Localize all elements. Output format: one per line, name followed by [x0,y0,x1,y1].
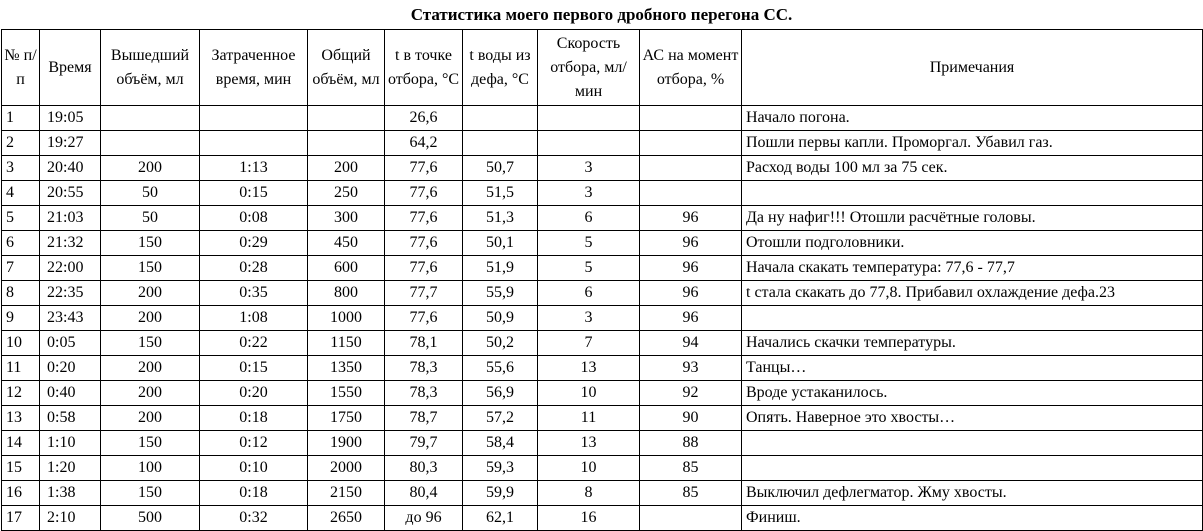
cell-take-off-speed: 10 [538,381,640,406]
header-notes: Примечания [742,30,1203,106]
cell-elapsed-time: 0:20 [200,381,308,406]
cell-take-off-speed: 3 [538,306,640,331]
cell-abv: 96 [640,306,742,331]
cell-time: 2:10 [40,506,101,531]
cell-elapsed-time: 0:22 [200,331,308,356]
table-row [2,106,1203,131]
cell-no: 17 [2,506,40,531]
cell-note: Выключил дефлегматор. Жму хвосты. [742,481,1203,506]
cell-total-volume: 2150 [308,481,385,506]
cell-abv: 90 [640,406,742,431]
cell-no: 3 [2,156,40,181]
cell-total-volume: 800 [308,281,385,306]
table-row [2,456,1203,481]
cell-take-off-speed: 16 [538,506,640,531]
table-row [2,331,1203,356]
cell-time: 20:40 [40,156,101,181]
cell-no: 9 [2,306,40,331]
cell-temp-take-off: 77,6 [385,206,463,231]
cell-no: 1 [2,106,40,131]
cell-take-off-speed: 10 [538,456,640,481]
header-take-off-speed: Скорость отбора, мл/мин [538,30,640,106]
cell-no: 12 [2,381,40,406]
cell-output-volume: 150 [101,256,200,281]
cell-total-volume: 1150 [308,331,385,356]
cell-abv [640,181,742,206]
cell-abv: 94 [640,331,742,356]
cell-temp-take-off: 77,6 [385,181,463,206]
cell-elapsed-time: 1:08 [200,306,308,331]
cell-abv: 92 [640,381,742,406]
cell-note: Начало погона. [742,106,1203,131]
cell-temp-take-off: до 96 [385,506,463,531]
cell-abv: 96 [640,281,742,306]
cell-total-volume: 1550 [308,381,385,406]
cell-output-volume: 150 [101,481,200,506]
cell-note: Начались скачки температуры. [742,331,1203,356]
table-row [2,306,1203,331]
cell-output-volume: 150 [101,231,200,256]
header-output-volume: Вышедший объём, мл [101,30,200,106]
cell-time: 1:20 [40,456,101,481]
cell-time: 20:55 [40,181,101,206]
cell-output-volume: 500 [101,506,200,531]
cell-time: 0:20 [40,356,101,381]
cell-temp-water: 55,6 [463,356,538,381]
cell-temp-take-off: 77,7 [385,281,463,306]
cell-elapsed-time: 0:18 [200,406,308,431]
table-row [2,406,1203,431]
cell-no: 16 [2,481,40,506]
cell-output-volume: 200 [101,381,200,406]
cell-abv [640,156,742,181]
cell-total-volume: 1750 [308,406,385,431]
cell-take-off-speed: 11 [538,406,640,431]
cell-abv: 96 [640,256,742,281]
cell-time: 22:35 [40,281,101,306]
cell-temp-take-off: 78,3 [385,356,463,381]
cell-elapsed-time: 0:15 [200,356,308,381]
table-row [2,231,1203,256]
table-row [2,181,1203,206]
cell-note [742,431,1203,456]
cell-total-volume: 450 [308,231,385,256]
cell-note: Да ну нафиг!!! Отошли расчётные головы. [742,206,1203,231]
cell-time: 19:27 [40,131,101,156]
cell-time: 1:10 [40,431,101,456]
cell-elapsed-time: 0:29 [200,231,308,256]
cell-output-volume [101,106,200,131]
cell-abv: 85 [640,456,742,481]
cell-total-volume [308,131,385,156]
cell-temp-take-off: 77,6 [385,256,463,281]
header-total-volume: Общий объём, мл [308,30,385,106]
cell-total-volume: 200 [308,156,385,181]
cell-time: 0:58 [40,406,101,431]
cell-note [742,181,1203,206]
cell-note: Расход воды 100 мл за 75 сек. [742,156,1203,181]
cell-note: Танцы… [742,356,1203,381]
cell-no: 6 [2,231,40,256]
cell-abv: 93 [640,356,742,381]
cell-temp-water [463,106,538,131]
cell-time: 0:40 [40,381,101,406]
table-row [2,206,1203,231]
cell-no: 7 [2,256,40,281]
cell-take-off-speed: 3 [538,181,640,206]
cell-temp-water: 59,3 [463,456,538,481]
cell-no: 2 [2,131,40,156]
cell-time: 21:03 [40,206,101,231]
cell-temp-water: 62,1 [463,506,538,531]
cell-temp-take-off: 78,1 [385,331,463,356]
cell-total-volume: 1900 [308,431,385,456]
cell-temp-water: 50,1 [463,231,538,256]
cell-abv [640,131,742,156]
cell-note: Опять. Наверное это хвосты… [742,406,1203,431]
cell-elapsed-time: 0:18 [200,481,308,506]
cell-take-off-speed: 13 [538,356,640,381]
cell-abv: 88 [640,431,742,456]
cell-temp-water: 51,9 [463,256,538,281]
cell-total-volume: 1350 [308,356,385,381]
cell-temp-water: 58,4 [463,431,538,456]
cell-elapsed-time: 0:15 [200,181,308,206]
table-row [2,481,1203,506]
cell-note [742,306,1203,331]
cell-total-volume: 1000 [308,306,385,331]
cell-temp-water: 51,3 [463,206,538,231]
cell-no: 11 [2,356,40,381]
cell-note [742,456,1203,481]
cell-time: 19:05 [40,106,101,131]
cell-temp-water: 50,2 [463,331,538,356]
cell-no: 13 [2,406,40,431]
cell-temp-take-off: 80,3 [385,456,463,481]
cell-output-volume: 50 [101,206,200,231]
cell-temp-take-off: 26,6 [385,106,463,131]
cell-output-volume [101,131,200,156]
cell-elapsed-time: 0:08 [200,206,308,231]
cell-abv: 85 [640,481,742,506]
cell-temp-water: 50,7 [463,156,538,181]
cell-output-volume: 200 [101,281,200,306]
header-time: Время [40,30,101,106]
cell-temp-take-off: 78,3 [385,381,463,406]
cell-output-volume: 200 [101,406,200,431]
cell-output-volume: 150 [101,331,200,356]
header-elapsed-time: Затраченное время, мин [200,30,308,106]
cell-temp-water: 55,9 [463,281,538,306]
cell-temp-take-off: 79,7 [385,431,463,456]
table-row [2,156,1203,181]
table-title: Статистика моего первого дробного перегона СС. [410,5,793,24]
cell-note: Финиш. [742,506,1203,531]
cell-temp-take-off: 77,6 [385,306,463,331]
cell-elapsed-time: 0:28 [200,256,308,281]
cell-take-off-speed [538,131,640,156]
cell-output-volume: 200 [101,156,200,181]
cell-elapsed-time: 0:10 [200,456,308,481]
cell-temp-water: 51,5 [463,181,538,206]
cell-take-off-speed: 7 [538,331,640,356]
cell-total-volume: 2650 [308,506,385,531]
cell-elapsed-time [200,106,308,131]
cell-total-volume [308,106,385,131]
table-row [2,431,1203,456]
cell-temp-take-off: 78,7 [385,406,463,431]
cell-no: 8 [2,281,40,306]
header-no: № п/п [2,30,40,106]
cell-output-volume: 100 [101,456,200,481]
header-temp-water: t воды из дефа, °С [463,30,538,106]
cell-abv: 96 [640,206,742,231]
cell-take-off-speed: 13 [538,431,640,456]
cell-no: 14 [2,431,40,456]
cell-abv [640,106,742,131]
cell-temp-water: 50,9 [463,306,538,331]
cell-output-volume: 200 [101,356,200,381]
table-row [2,381,1203,406]
table-row [2,281,1203,306]
cell-abv [640,506,742,531]
cell-elapsed-time: 0:32 [200,506,308,531]
cell-take-off-speed: 8 [538,481,640,506]
cell-take-off-speed: 3 [538,156,640,181]
distillation-table [1,29,1203,531]
cell-note: Пошли первы капли. Проморгал. Убавил газ. [742,131,1203,156]
cell-temp-take-off: 80,4 [385,481,463,506]
cell-total-volume: 2000 [308,456,385,481]
cell-time: 21:32 [40,231,101,256]
cell-temp-water: 56,9 [463,381,538,406]
cell-time: 1:38 [40,481,101,506]
cell-no: 10 [2,331,40,356]
cell-output-volume: 150 [101,431,200,456]
table-row [2,356,1203,381]
cell-note: Начала скакать температура: 77,6 - 77,7 [742,256,1203,281]
cell-output-volume: 50 [101,181,200,206]
header-row [2,30,1203,106]
cell-take-off-speed: 5 [538,231,640,256]
cell-abv: 96 [640,231,742,256]
cell-elapsed-time [200,131,308,156]
cell-elapsed-time: 0:35 [200,281,308,306]
table-row [2,256,1203,281]
table-row [2,131,1203,156]
cell-total-volume: 300 [308,206,385,231]
cell-temp-take-off: 77,6 [385,156,463,181]
cell-temp-water: 57,2 [463,406,538,431]
cell-take-off-speed: 6 [538,206,640,231]
header-abv: АС на момент отбора, % [640,30,742,106]
cell-take-off-speed: 5 [538,256,640,281]
cell-no: 5 [2,206,40,231]
cell-no: 15 [2,456,40,481]
cell-time: 0:05 [40,331,101,356]
cell-temp-take-off: 64,2 [385,131,463,156]
cell-elapsed-time: 0:12 [200,431,308,456]
cell-take-off-speed: 6 [538,281,640,306]
cell-take-off-speed [538,106,640,131]
cell-temp-take-off: 77,6 [385,231,463,256]
cell-temp-water [463,131,538,156]
cell-time: 23:43 [40,306,101,331]
table-row [2,506,1203,531]
cell-note: t стала скакать до 77,8. Прибавил охлаждение дефа.23 [742,281,1203,306]
cell-time: 22:00 [40,256,101,281]
header-temp-take-off: t в точке отбора, °С [385,30,463,106]
cell-elapsed-time: 1:13 [200,156,308,181]
cell-output-volume: 200 [101,306,200,331]
cell-total-volume: 600 [308,256,385,281]
cell-temp-water: 59,9 [463,481,538,506]
cell-note: Отошли подголовники. [742,231,1203,256]
cell-note: Вроде устаканилось. [742,381,1203,406]
cell-no: 4 [2,181,40,206]
cell-total-volume: 250 [308,181,385,206]
